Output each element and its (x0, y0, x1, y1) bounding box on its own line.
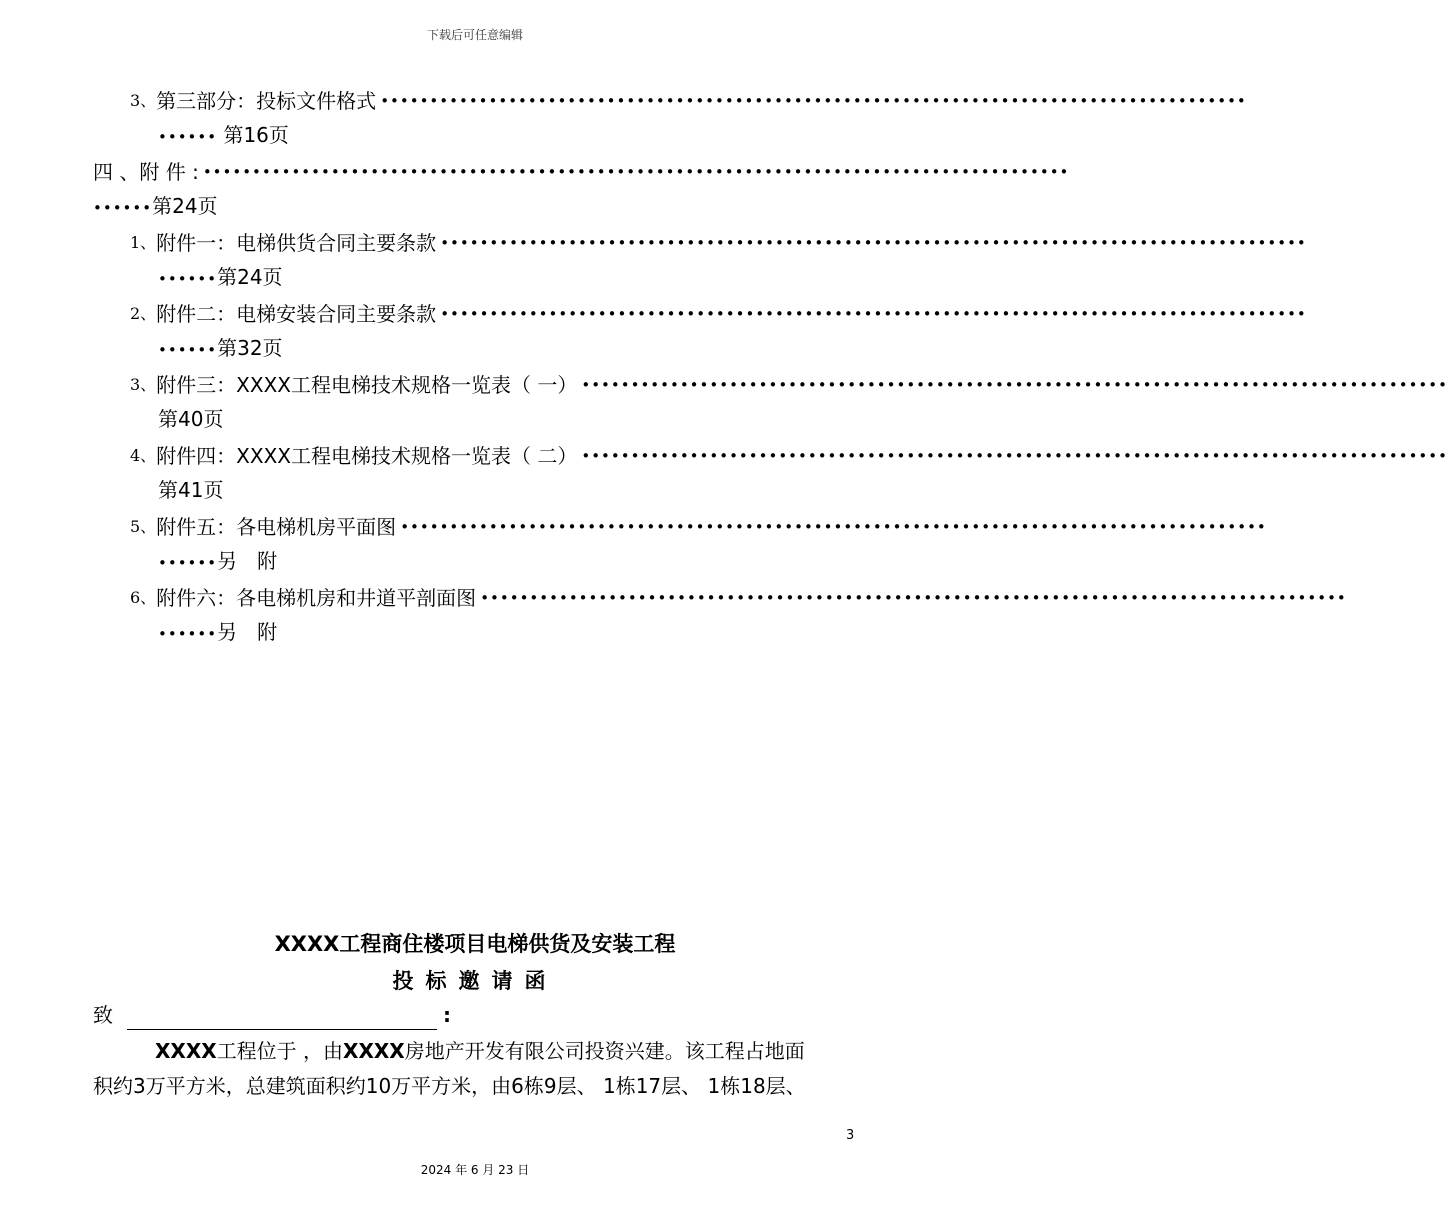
para-text-1: 工程位于 ，由 (216, 1039, 344, 1063)
addressee-label: 致 (93, 1003, 113, 1027)
toc-page-label: 第24页 (217, 265, 283, 289)
toc-entry-page (158, 262, 283, 292)
toc-entry-title: 附件六：各电梯机房和井道平剖面图 (156, 586, 477, 610)
toc-entry-number: 3、 (130, 375, 157, 394)
toc-page-label: 另 附 (217, 549, 278, 573)
toc-leader-dots: •••••••••••••••••••••••••••••••••••••••••••••••••••••••••••••••••••••••••••••••••••••••• (581, 376, 1448, 394)
toc-page-label: 第40页 (158, 407, 224, 431)
toc-entry[interactable] (130, 370, 1448, 400)
toc-entry-title: 附件二：电梯安装合同主要条款 (156, 302, 437, 326)
toc-entry-title: 附件四：XXXX工程电梯技术规格一览表（ 二） (156, 444, 578, 468)
toc-page-label: 第16页 (223, 123, 289, 147)
toc-page-label: 第24页 (152, 194, 218, 218)
addressee-blank (127, 1007, 437, 1030)
toc-page-label: 第41页 (158, 478, 224, 502)
para-text-2: 房地产开发有限公司投资兴建。该工程占地面 (404, 1039, 805, 1063)
document-title: XXXX工程商住楼项目电梯供货及安装工程 (274, 932, 676, 956)
toc-entry-number: 3、 (130, 91, 157, 110)
toc-leader-dots: •••••• (158, 554, 218, 572)
toc-entry-number: 1、 (130, 233, 157, 252)
toc-entry[interactable] (93, 157, 1070, 187)
toc-leader-dots: •••••••••••••••••••••••••••••••••••••••••••••••••••••••••••••••••••••••••••••••••••••••• (380, 92, 1247, 110)
toc-leader-dots: •••••••••••••••••••••••••••••••••••••••••••••••••••••••••••••••••••••••••••••••••••••••• (440, 234, 1307, 252)
toc-entry-page (158, 617, 277, 647)
toc-entry-title: 附件三：XXXX工程电梯技术规格一览表（ 一） (156, 373, 578, 397)
toc-entry-number: 5、 (130, 517, 157, 536)
toc-page-label: 另 附 (217, 620, 278, 644)
toc-leader-dots: •••••• (158, 128, 218, 146)
company-name: XXXX (343, 1039, 405, 1063)
page-number: 3 (846, 1128, 855, 1143)
toc-entry-page (158, 333, 283, 363)
toc-entry[interactable] (130, 228, 1307, 258)
toc-entry[interactable] (130, 583, 1347, 613)
toc-entry-page (158, 120, 289, 150)
toc-leader-dots: •••••••••••••••••••••••••••••••••••••••••••••••••••••••••••••••••••••••••••••••••••••••• (202, 163, 1070, 181)
toc-entry-page (93, 191, 218, 221)
toc-entry[interactable] (130, 512, 1267, 542)
addressee-line (93, 1000, 451, 1030)
toc-entry[interactable] (130, 441, 1448, 471)
page-footer-date: 2024 年 6 月 23 日 (420, 1163, 530, 1177)
toc-entry-number: 4、 (130, 446, 157, 465)
addressee-colon: : (443, 1003, 451, 1027)
toc-entry-number: 2、 (130, 304, 157, 323)
page-header: 下载后可任意编辑 (426, 28, 523, 42)
toc-entry-title: 附件一：电梯供货合同主要条款 (156, 231, 437, 255)
toc-leader-dots: •••••• (93, 199, 153, 217)
toc-entry[interactable] (130, 86, 1247, 116)
toc-entry-title: 附 件 : (139, 160, 199, 184)
toc-leader-dots: •••••••••••••••••••••••••••••••••••••••••••••••••••••••••••••••••••••••••••••••••••••••• (581, 447, 1448, 465)
toc-entry-page (158, 546, 277, 576)
toc-leader-dots: •••••• (158, 625, 218, 643)
toc-leader-dots: •••••••••••••••••••••••••••••••••••••••••••••••••••••••••••••••••••••••••••••••••••••••• (400, 518, 1267, 536)
paragraph-line-2: 积约3万平方米，总建筑面积约10万平方米，由6栋9层、 1栋17层、 1栋18层、 (93, 1074, 806, 1098)
toc-entry-number: 6、 (130, 588, 157, 607)
toc-entry-page (158, 475, 223, 505)
toc-entry-title: 第三部分：投标文件格式 (156, 89, 377, 113)
toc-leader-dots: •••••••••••••••••••••••••••••••••••••••••••••••••••••••••••••••••••••••••••••••••••••••• (440, 305, 1307, 323)
toc-leader-dots: •••••• (158, 341, 218, 359)
toc-entry[interactable] (130, 299, 1307, 329)
paragraph-line-1 (155, 1036, 805, 1066)
toc-leader-dots: •••••• (158, 270, 218, 288)
project-name: XXXX (155, 1039, 217, 1063)
toc-leader-dots: •••••••••••••••••••••••••••••••••••••••••••••••••••••••••••••••••••••••••••••••••••••••• (480, 589, 1347, 607)
toc-page-label: 第32页 (217, 336, 283, 360)
toc-entry-title: 附件五：各电梯机房平面图 (156, 515, 397, 539)
toc-entry-number: 四 、 (93, 160, 140, 184)
toc-entry-page (158, 404, 223, 434)
document-subtitle: 投标邀请函 (392, 969, 558, 993)
